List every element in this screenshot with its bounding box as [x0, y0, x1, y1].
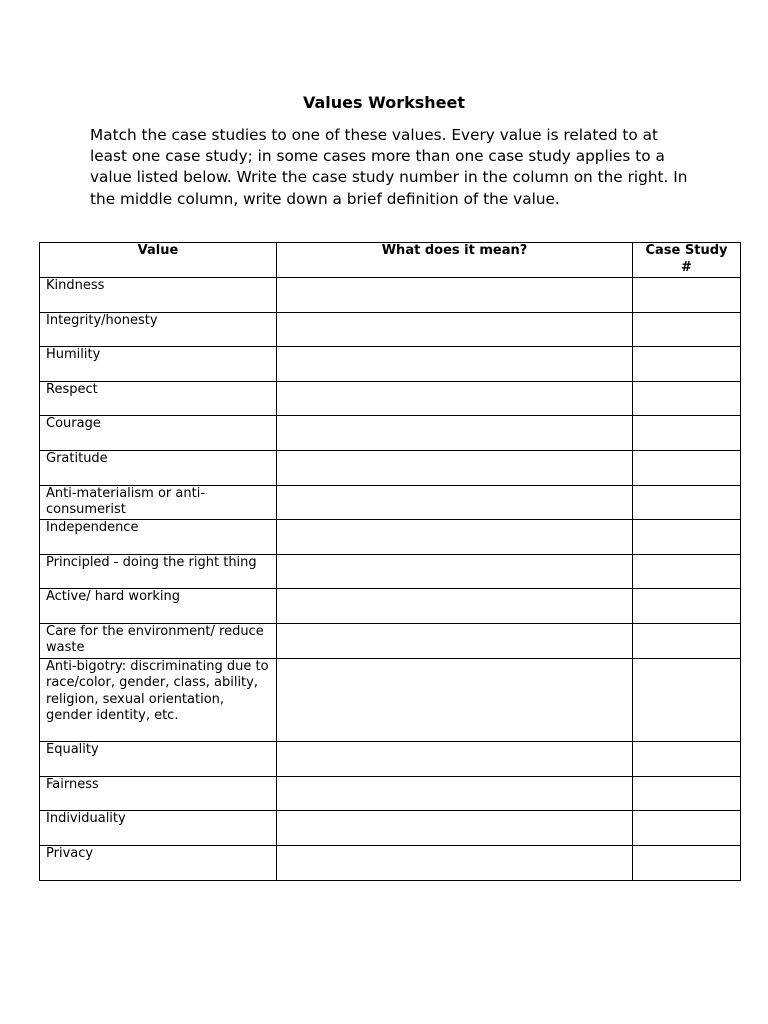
table-row — [40, 845, 741, 880]
page-title: Values Worksheet — [303, 93, 465, 112]
table-row — [40, 658, 741, 742]
case-study-cell[interactable] — [633, 742, 741, 777]
case-study-cell[interactable] — [633, 347, 741, 382]
table-row — [40, 278, 741, 313]
table-row — [40, 381, 741, 416]
case-study-cell[interactable] — [633, 485, 741, 520]
value-cell: Courage — [40, 416, 277, 451]
value-cell: Independence — [40, 520, 277, 555]
meaning-cell[interactable] — [277, 278, 633, 313]
instructions-paragraph: Match the case studies to one of these values. Every value is related to at least one case study; in some cases more than one case study applies to a value listed below. Write the case study number in the column on the right. In the middle column, write down a brief definition of the value. — [90, 126, 688, 208]
table-row — [40, 776, 741, 811]
table-row — [40, 450, 741, 485]
table-row — [40, 554, 741, 589]
value-cell: Respect — [40, 381, 277, 416]
value-cell: Anti-bigotry: discriminating due to race/color, gender, class, ability, religion, sexual orientation, gender identity, etc. — [40, 658, 277, 742]
values-table — [39, 242, 741, 881]
meaning-cell[interactable] — [277, 623, 633, 658]
case-study-cell[interactable] — [633, 589, 741, 624]
table-row — [40, 623, 741, 658]
value-cell: Anti-materialism or anti-consumerist — [40, 485, 277, 520]
table-header-row — [40, 243, 741, 278]
meaning-cell[interactable] — [277, 450, 633, 485]
value-cell: Integrity/honesty — [40, 312, 277, 347]
header-case-study: Case Study # — [633, 243, 741, 278]
table-row — [40, 485, 741, 520]
case-study-cell[interactable] — [633, 845, 741, 880]
value-cell: Principled - doing the right thing — [40, 554, 277, 589]
case-study-cell[interactable] — [633, 811, 741, 846]
table-row — [40, 589, 741, 624]
case-study-cell[interactable] — [633, 416, 741, 451]
table-row — [40, 742, 741, 777]
table-row — [40, 416, 741, 451]
meaning-cell[interactable] — [277, 347, 633, 382]
meaning-cell[interactable] — [277, 589, 633, 624]
case-study-cell[interactable] — [633, 554, 741, 589]
header-value: Value — [40, 243, 277, 278]
header-meaning: What does it mean? — [277, 243, 633, 278]
meaning-cell[interactable] — [277, 658, 633, 742]
case-study-cell[interactable] — [633, 658, 741, 742]
case-study-cell[interactable] — [633, 520, 741, 555]
meaning-cell[interactable] — [277, 381, 633, 416]
case-study-cell[interactable] — [633, 623, 741, 658]
value-cell: Active/ hard working — [40, 589, 277, 624]
meaning-cell[interactable] — [277, 845, 633, 880]
meaning-cell[interactable] — [277, 416, 633, 451]
case-study-cell[interactable] — [633, 776, 741, 811]
meaning-cell[interactable] — [277, 776, 633, 811]
meaning-cell[interactable] — [277, 485, 633, 520]
case-study-cell[interactable] — [633, 381, 741, 416]
meaning-cell[interactable] — [277, 742, 633, 777]
value-cell: Care for the environment/ reduce waste — [40, 623, 277, 658]
case-study-cell[interactable] — [633, 278, 741, 313]
table-row — [40, 811, 741, 846]
meaning-cell[interactable] — [277, 811, 633, 846]
meaning-cell[interactable] — [277, 520, 633, 555]
value-cell: Privacy — [40, 845, 277, 880]
value-cell: Individuality — [40, 811, 277, 846]
table-row — [40, 347, 741, 382]
meaning-cell[interactable] — [277, 554, 633, 589]
value-cell: Kindness — [40, 278, 277, 313]
value-cell: Fairness — [40, 776, 277, 811]
table-row — [40, 312, 741, 347]
table-row — [40, 520, 741, 555]
value-cell: Equality — [40, 742, 277, 777]
case-study-cell[interactable] — [633, 312, 741, 347]
value-cell: Gratitude — [40, 450, 277, 485]
meaning-cell[interactable] — [277, 312, 633, 347]
case-study-cell[interactable] — [633, 450, 741, 485]
value-cell: Humility — [40, 347, 277, 382]
